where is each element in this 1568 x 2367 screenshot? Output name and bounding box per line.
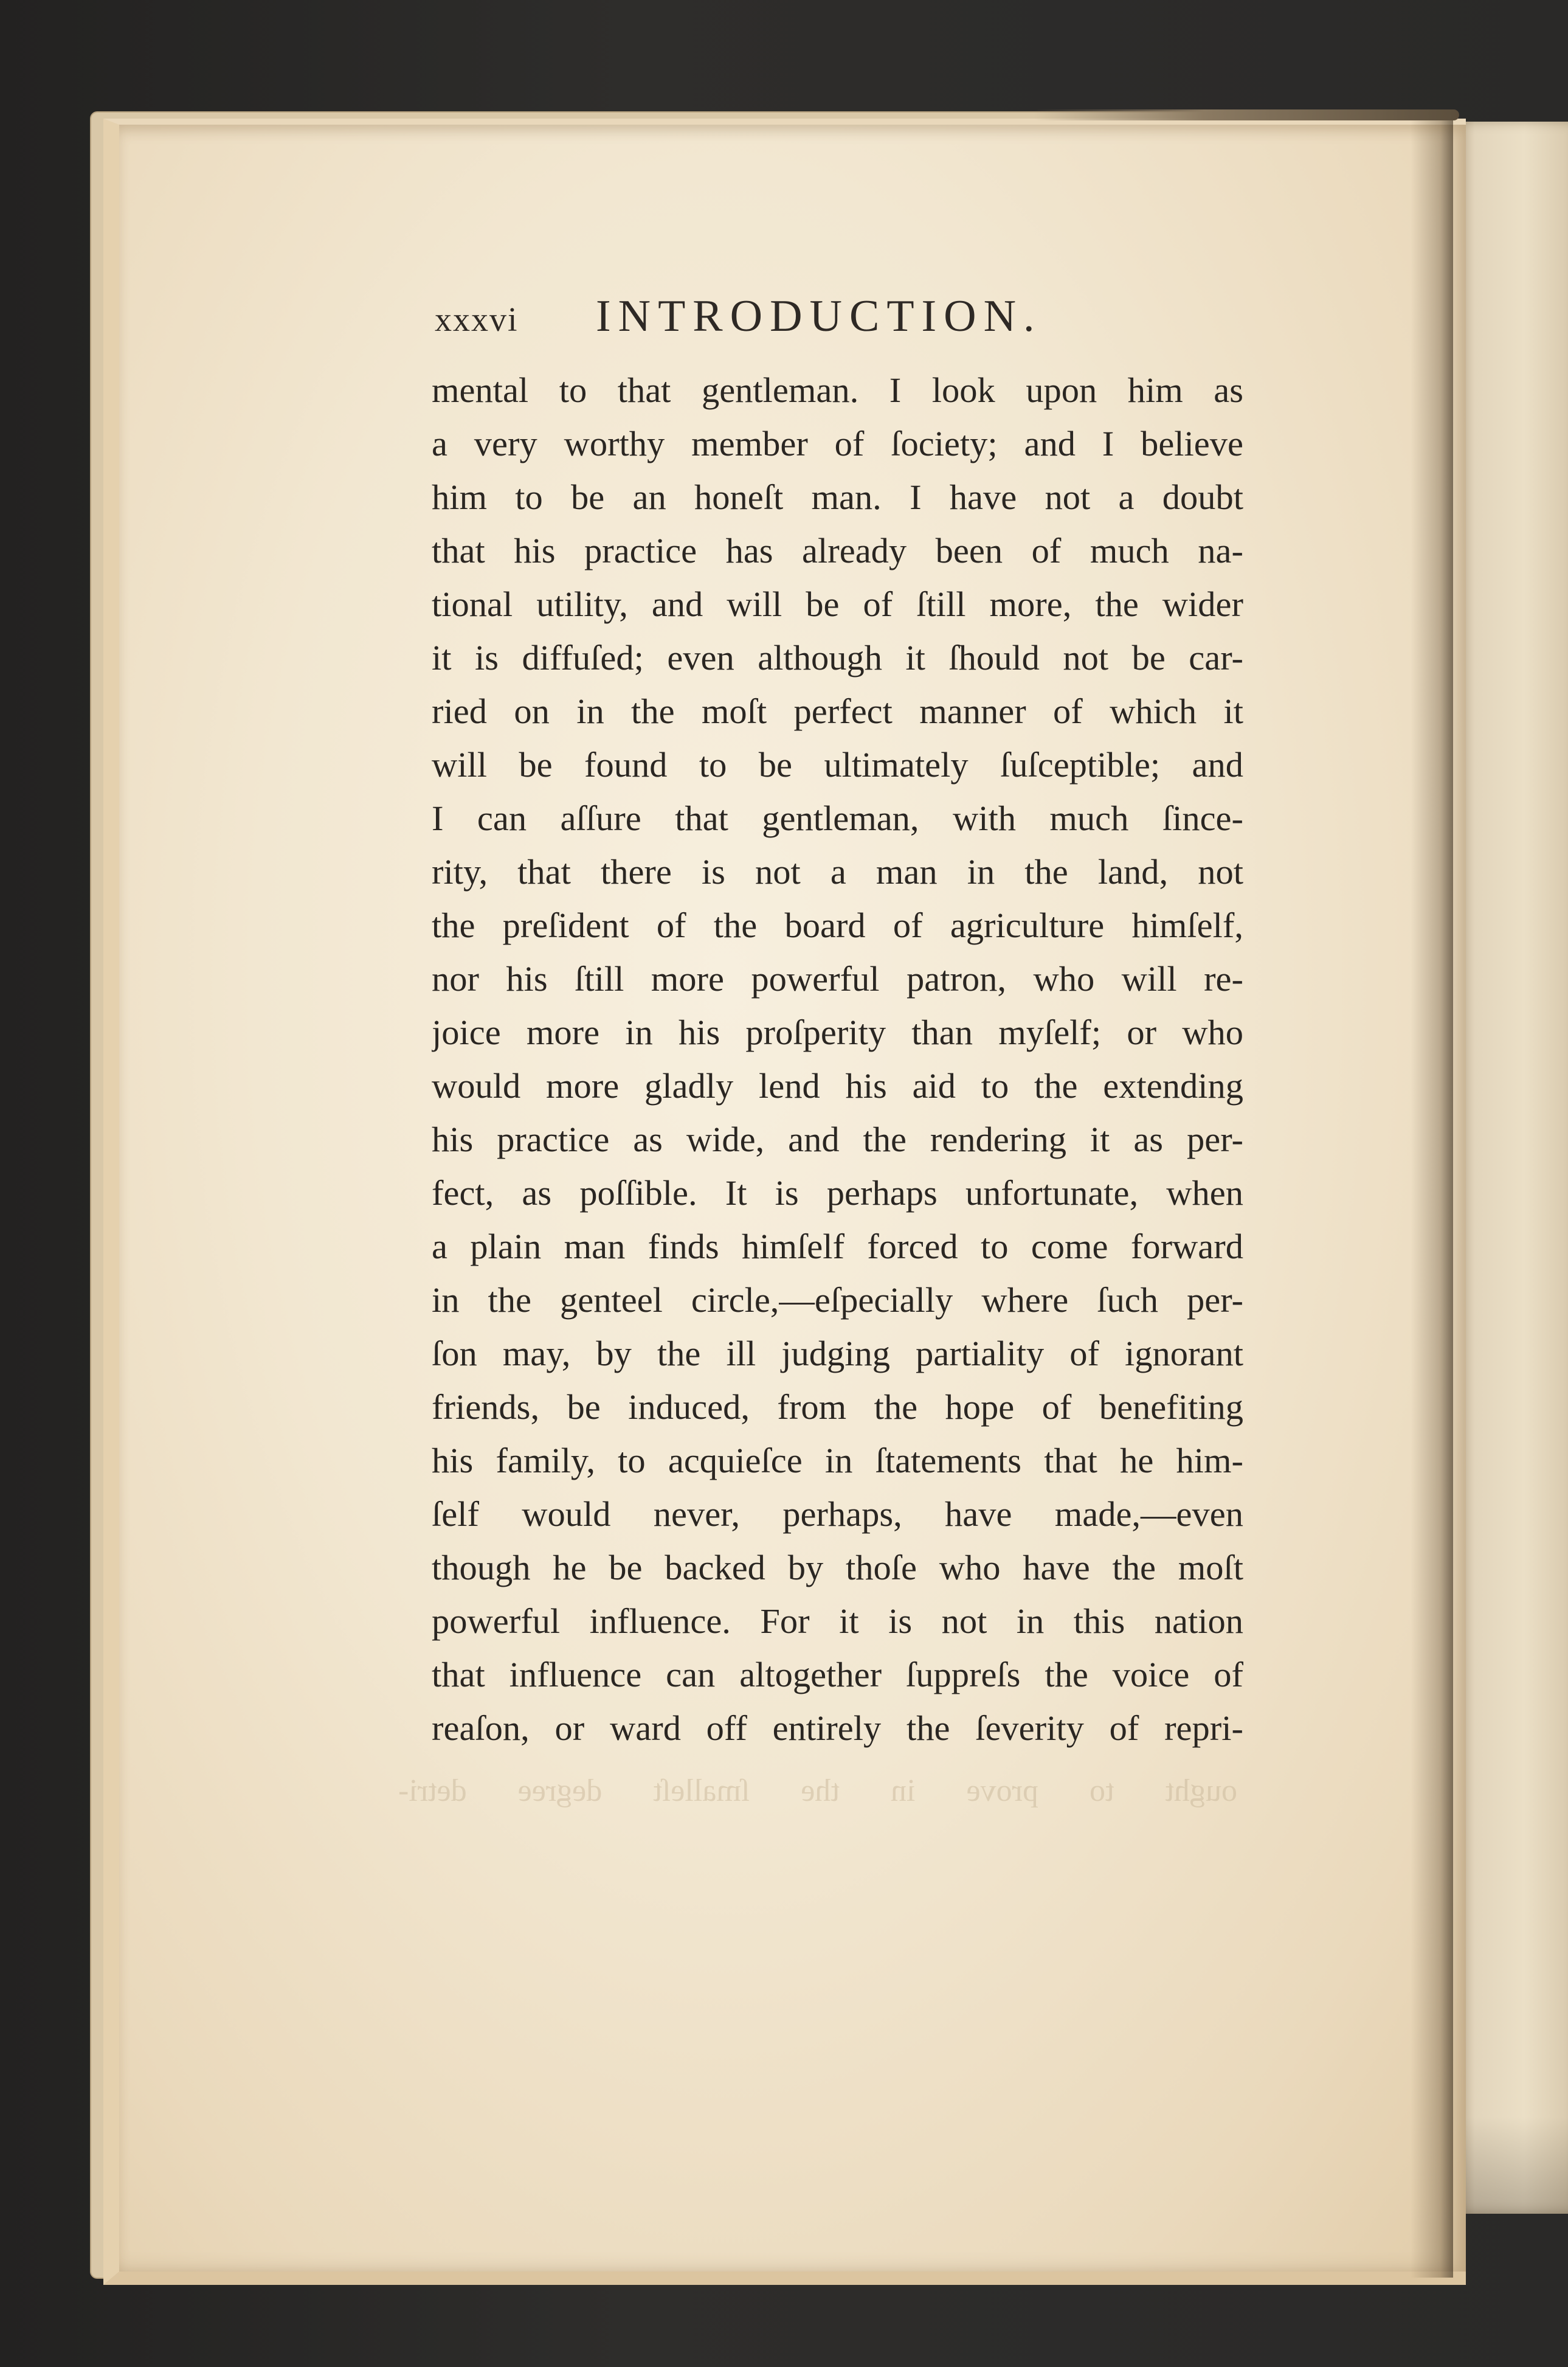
facing-page-edge [1450, 122, 1568, 2214]
body-text [432, 364, 1243, 1755]
text-line: his family, to acquieſce in ſtatements that he him- [432, 1441, 1243, 1480]
text-line: will be found to be ultimately ſuſceptible; and [432, 745, 1243, 785]
binding-edge [1034, 109, 1459, 120]
text-line: powerful influence. For it is not in this nation [432, 1601, 1243, 1641]
text-line: joice more in his proſperity than myſelf; or who [432, 1013, 1243, 1052]
text-line: would more gladly lend his aid to the extending [432, 1066, 1243, 1106]
text-line: nor his ſtill more powerful patron, who will re- [432, 959, 1243, 999]
running-head: INTRODUCTION. [596, 291, 1042, 341]
text-line: that his practice has already been of much na- [432, 531, 1243, 570]
text-line: rity, that there is not a man in the land, not [432, 852, 1243, 892]
gutter-shadow [1411, 119, 1453, 2278]
text-line: I can aſſure that gentleman, with much ſince- [432, 799, 1243, 838]
show-through-text: ought to prove in the ſmalleſt degree detri- [398, 1773, 1237, 1808]
facing-page-shadow [1450, 2116, 1568, 2214]
text-line: a plain man finds himſelf forced to come forward [432, 1227, 1243, 1266]
text-line: though he be backed by thoſe who have the moſt [432, 1548, 1243, 1587]
text-line: ried on in the moſt perfect manner of which it [432, 691, 1243, 731]
text-line: friends, be induced, from the hope of benefiting [432, 1387, 1243, 1427]
text-line: ſelf would never, perhaps, have made,—even [432, 1494, 1243, 1534]
text-line: the preſident of the board of agriculture himſelf, [432, 906, 1243, 945]
text-line: it is diffuſed; even although it ſhould not be car- [432, 638, 1243, 678]
text-line: in the genteel circle,—eſpecially where ſuch per- [432, 1280, 1243, 1320]
text-line: mental to that gentleman. I look upon him as [432, 370, 1243, 410]
text-line: tional utility, and will be of ſtill more, the wider [432, 584, 1243, 624]
text-line: fect, as poſſible. It is perhaps unfortunate, when [432, 1173, 1243, 1213]
text-line: ſon may, by the ill judging partiality of ignorant [432, 1334, 1243, 1373]
text-line: reaſon, or ward off entirely the ſeverity of repri- [432, 1708, 1243, 1748]
page-number: xxxvi [435, 301, 519, 339]
text-line: a very worthy member of ſociety; and I believe [432, 424, 1243, 463]
text-line: that influence can altogether ſuppreſs the voice of [432, 1655, 1243, 1694]
page-header [435, 291, 1286, 347]
text-line: his practice as wide, and the rendering it as per- [432, 1120, 1243, 1159]
text-line: him to be an honeſt man. I have not a doubt [432, 477, 1243, 517]
